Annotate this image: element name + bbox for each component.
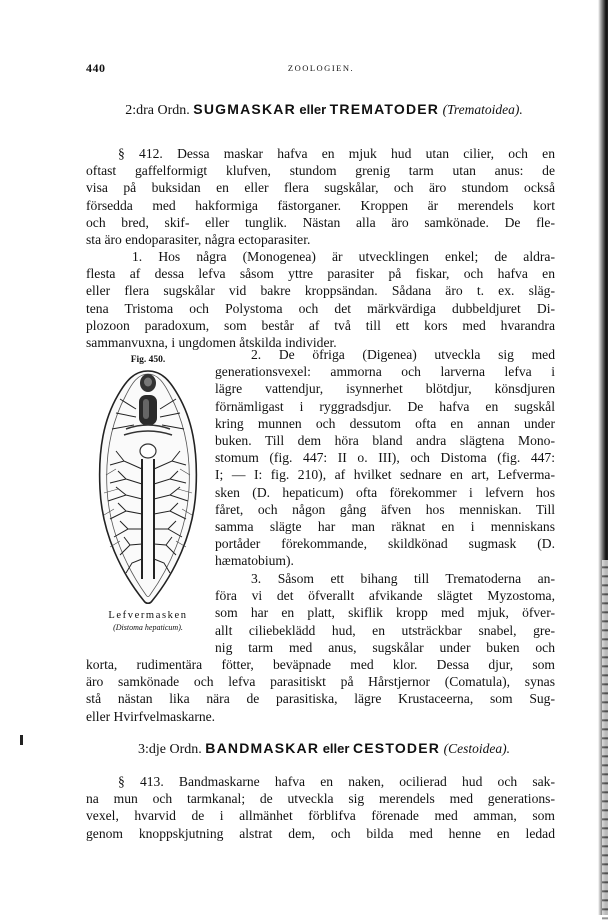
running-title: ZOOLOGIEN. xyxy=(287,63,355,73)
text-line: oftast gaffelformigt klufven, stundom grenig tarm utan anus: de xyxy=(86,163,555,179)
text-line: som har en platt, skiflik kropp med mjuk, öfver- xyxy=(215,605,555,621)
text-line: flesta af dessa lefva såsom yttre parasiter på fiskar, och hafva en xyxy=(86,266,555,282)
heading-caps: CESTODER xyxy=(352,740,441,756)
text-line: vexel, hvarvid de i allmänhet förblifva förenade med amman, som xyxy=(86,808,555,824)
heading-conjunction: eller xyxy=(299,102,327,117)
paragraph-digenea xyxy=(215,346,555,569)
paragraph-413 xyxy=(86,773,555,842)
text-line: plozoon paradoxum, som består af två till ett kors med hvarandra xyxy=(86,317,555,333)
paragraph-myzostoma-cont xyxy=(86,656,555,725)
text-line: na mun och tarmkanal; de utveckla sig merendels med generations- xyxy=(86,791,555,807)
text-line: kring munnen och dessutom ofta en annan under xyxy=(215,415,555,431)
text-line: 3. Såsom ett bihang till Trematoderna an- xyxy=(251,571,555,586)
text-line: 1. Hos några (Monogenea) är utvecklingen enkel; de aldra- xyxy=(132,249,555,264)
figure-subcaption: (Distoma hepaticum). xyxy=(113,623,183,632)
text-line: stomum (fig. 447: II o. III), och Distoma (fig. 447: xyxy=(215,450,555,466)
text-line: föra vi det öfverallt afvikande slägtet Myzostoma, xyxy=(215,588,555,604)
text-line: förnämligast i ryggradsdjur. De hafva en sugskål xyxy=(215,398,555,414)
text-line: 2. De öfriga (Digenea) utveckla sig med xyxy=(251,347,555,362)
figure-caption: Lefvermasken xyxy=(108,610,188,621)
scan-speck xyxy=(20,735,23,745)
paragraph-myzostoma xyxy=(215,570,555,656)
text-line: nig tarm med anus, sugskålar under buken och xyxy=(215,639,555,655)
text-line: eller flera sugskålar vid bakre kroppsändan. Sådana äro t. ex. släg- xyxy=(86,283,555,299)
figure-label: Fig. 450. xyxy=(130,355,166,365)
heading-caps: TREMATODER xyxy=(329,101,440,117)
paragraph-monogenea xyxy=(86,248,555,351)
page-number: 440 xyxy=(86,61,106,75)
text-line: generationsvexel: ammorna och larverna lefva i xyxy=(215,364,555,380)
liver-fluke-illustration xyxy=(96,369,200,605)
text-line: sta äro endoparasiter, några ectoparasiter. xyxy=(86,231,311,247)
figure-450 xyxy=(86,355,210,645)
text-line: korta, rudimentära fötter, beväpnade med klor. Dessa djur, som xyxy=(86,657,555,672)
text-line: eller Hvirfvelmaskarne. xyxy=(86,708,216,724)
running-header xyxy=(86,61,556,75)
scan-edge-noise xyxy=(602,560,608,920)
text-line: sammanvuxna, i ungdomen åtskilda individer. xyxy=(86,334,337,350)
text-line: hæmatobium). xyxy=(215,553,294,569)
text-line: försedda med hakformiga fästorganer. Kroppen är merendels kort xyxy=(86,197,555,213)
heading-caps: BANDMASKAR xyxy=(205,740,320,756)
section-heading-cestoder xyxy=(86,740,562,758)
text-line: fåret, och någon gång äfven hos menniskan. Till xyxy=(215,501,555,517)
text-line: § 413. Bandmaskarne hafva en naken, ocilierad hud och sak- xyxy=(118,774,555,789)
text-line: genom knoppskjutning alstrat dem, och bilda med henne en ledad xyxy=(86,825,555,841)
paragraph-412 xyxy=(86,145,555,248)
heading-prefix: 3:dje Ordn. xyxy=(138,742,202,757)
text-line: buken. Till dem höra bland andra slägtena Mono- xyxy=(215,432,555,448)
text-line: portåder förekommande, skildkönad sugmask (D. xyxy=(215,536,555,552)
text-line: och bred, skif- eller tunglik. Nästan alla äro samkönade. De fle- xyxy=(86,214,555,230)
heading-prefix: 2:dra Ordn. xyxy=(125,103,190,118)
text-line: samma slägte har man räknat en i menniskans xyxy=(215,518,555,534)
text-line: I; — I: fig. 210), af hvilket sednare en art, Lefverma- xyxy=(215,467,555,483)
section-heading-trematoder xyxy=(86,101,562,119)
text-line: sken (D. hepaticum) ofta förekommer i lefvern hos xyxy=(215,484,555,500)
heading-latin: (Trematoidea). xyxy=(442,102,523,117)
heading-conjunction: eller xyxy=(322,741,350,756)
text-line: visa på buksidan en eller flera sugskålar, och äro stundom också xyxy=(86,180,555,196)
text-line: äro samkönade och lefva parasitiskt på Hårstjernor (Comatula), synas xyxy=(86,674,555,690)
text-line: lägre vattendjur, isynnerhet blötdjur, könsdjuren xyxy=(215,381,555,397)
heading-caps: SUGMASKAR xyxy=(193,101,296,117)
text-line: § 412. Dessa maskar hafva en mjuk hud utan cilier, och en xyxy=(118,146,555,161)
text-line: stå nästan lika nära de parasitiska, lägre Krustaceerna, som Sug- xyxy=(86,691,555,707)
text-line: tena Tristoma och Polystoma och det märkvärdiga dubbeldjuret Di- xyxy=(86,300,555,316)
text-line: allt ciliebeklädd hud, en utsträckbar snabel, gre- xyxy=(215,622,555,638)
heading-latin: (Cestoidea). xyxy=(443,741,510,756)
